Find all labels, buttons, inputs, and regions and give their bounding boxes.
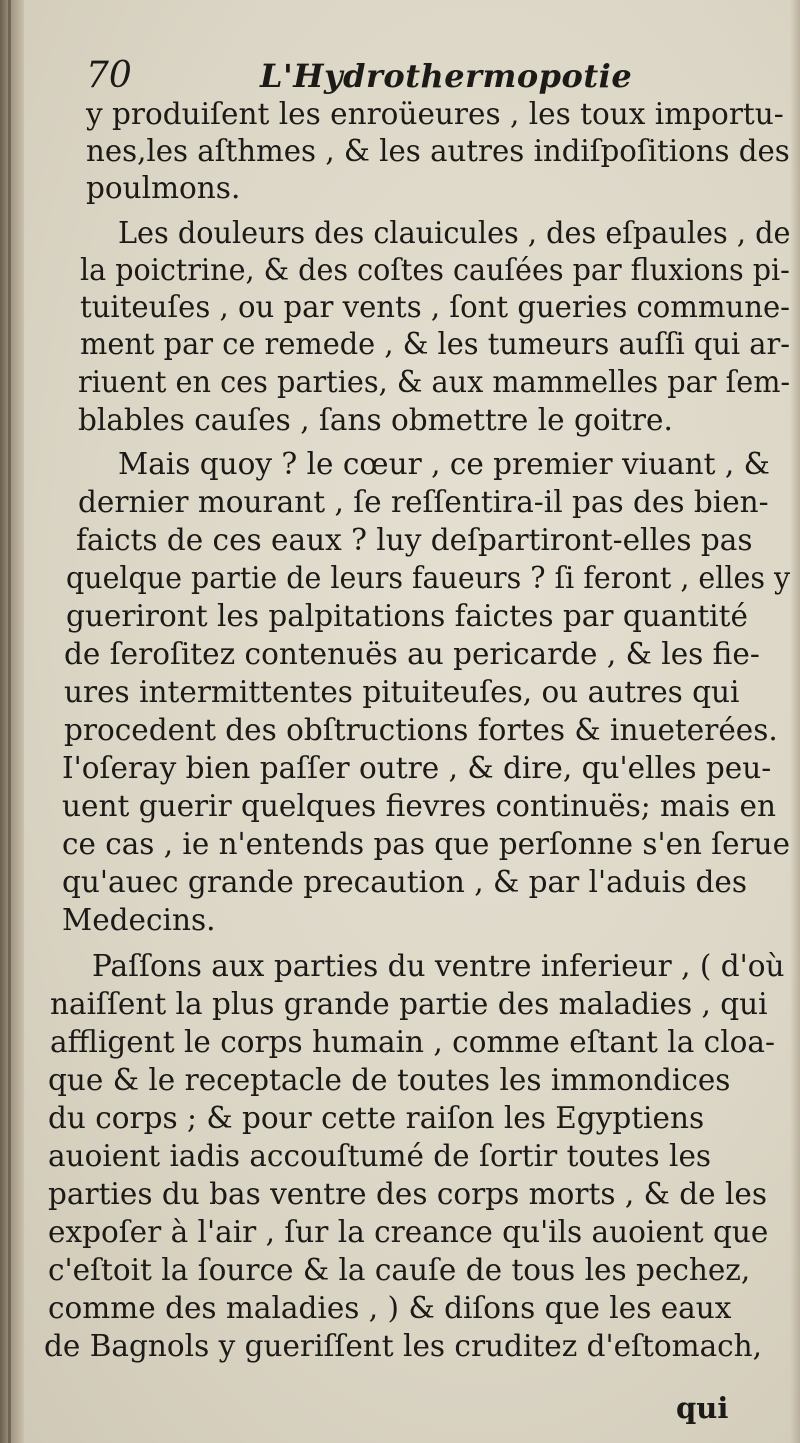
text-line: c'eſtoit la ſource & la cauſe de tous les pechez, [48, 1253, 751, 1287]
text-line: qu'auec grande precaution , & par l'aduis des [62, 865, 747, 899]
running-title: L'Hydrothermopotie [260, 57, 633, 95]
binding-gutter [0, 0, 24, 1443]
text-line: Medecins. [62, 903, 216, 937]
text-line: blables cauſes , ſans obmettre le goitre. [78, 403, 673, 437]
text-line: du corps ; & pour cette raiſon les Egyptiens [48, 1101, 705, 1135]
text-line: I'oſeray bien paſſer outre , & dire, qu'elles peu- [62, 751, 772, 785]
text-line: de ſeroſitez contenuës au pericarde , & les fie- [64, 637, 760, 671]
text-line: la poictrine, & des coſtes cauſées par fluxions pi- [80, 253, 790, 287]
text-line: y produiſent les enroüeures , les toux importu- [86, 97, 784, 131]
text-line: ures intermittentes pituiteuſes, ou autres qui [64, 675, 740, 709]
text-line: tuiteuſes , ou par vents , ſont gueries commune- [80, 290, 790, 324]
text-line: auoient iadis accouſtumé de ſortir toutes les [48, 1139, 712, 1173]
text-line: comme des maladies , ) & diſons que les eaux [48, 1291, 732, 1325]
text-line: riuent en ces parties, & aux mammelles par ſem- [78, 365, 791, 399]
text-line: expoſer à l'air , ſur la creance qu'ils auoient que [48, 1215, 769, 1249]
binding-shadow [8, 0, 11, 1443]
page-header [0, 50, 800, 102]
text-line: gueriront les palpitations faictes par quantité [66, 599, 748, 633]
text-line: procedent des obſtructions fortes & inueterées. [64, 713, 778, 747]
text-line: poulmons. [86, 171, 241, 205]
text-line: dernier mourant , ſe reſſentira-il pas des bien- [78, 485, 769, 519]
text-line: uent guerir quelques fievres continuës; mais en [62, 789, 777, 823]
text-line: Mais quoy ? le cœur , ce premier viuant , & [118, 447, 770, 481]
text-line: ment par ce remede , & les tumeurs auſſi qui ar- [80, 327, 790, 361]
catchword: qui [676, 1391, 729, 1425]
text-line: affligent le corps humain , comme eſtant la cloa- [50, 1025, 775, 1059]
text-line: faicts de ces eaux ? luy deſpartiront-elles pas [76, 523, 753, 557]
text-line: Les douleurs des clauicules , des eſpaules , de [118, 216, 791, 250]
text-line: nes,les aſthmes , & les autres indiſpoſitions des [86, 134, 790, 168]
text-line: que & le receptacle de toutes les immondices [48, 1063, 731, 1097]
text-line: naiſſent la plus grande partie des maladies , qui [50, 987, 768, 1021]
text-line: de Bagnols y gueriſſent les cruditez d'eſtomach, [44, 1329, 763, 1363]
page-edge [790, 0, 800, 1443]
text-line: parties du bas ventre des corps morts , & de les [48, 1177, 767, 1211]
text-line: ce cas , ie n'entends pas que perſonne s'en ſerue [62, 827, 790, 861]
text-line: Paſſons aux parties du ventre inferieur , ( d'où [92, 949, 785, 983]
page-number: 70 [86, 55, 132, 96]
text-line: quelque partie de leurs faueurs ? ſi feront , elles y [66, 561, 791, 595]
